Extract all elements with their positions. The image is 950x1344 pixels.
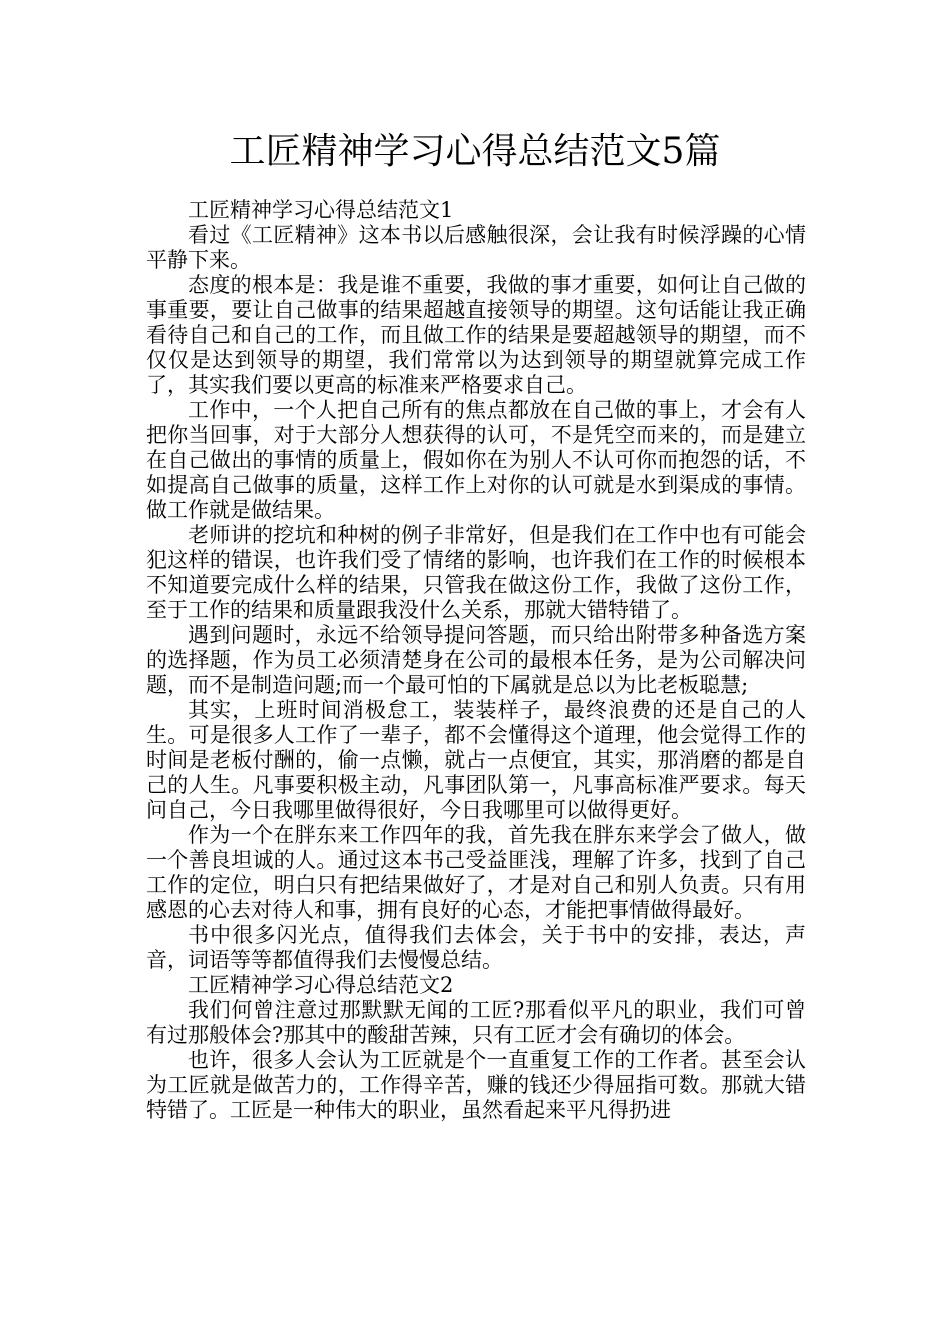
- paragraph: 我们何曾注意过那默默无闻的工匠?那看似平凡的职业，我们可曾有过那般体会?那其中的酸甜苦辣，只有工匠才会有确切的体会。: [146, 998, 806, 1047]
- paragraph: 书中很多闪光点，值得我们去体会，关于书中的安排，表达，声音，词语等等都值得我们去慢慢总结。: [146, 923, 806, 972]
- paragraph: 其实，上班时间消极怠工，装装样子，最终浪费的还是自己的人生。可是很多人工作了一辈子，都不会懂得这个道理，他会觉得工作的时间是老板付酬的，偷一点懒，就占一点便宜，其实，那消磨的都是自己的人生。凡事要积极主动，凡事团队第一，凡事高标准严要求。每天问自己，今日我哪里做得很好，今日我哪里可以做得更好。: [146, 698, 806, 822]
- document-body: [146, 198, 806, 1123]
- section-heading: 工匠精神学习心得总结范文2: [188, 973, 454, 997]
- paragraph: 工作中，一个人把自己所有的焦点都放在自己做的事上，才会有人把你当回事，对于大部分人想获得的认可，不是凭空而来的，而是建立在自己做出的事情的质量上，假如你在为别人不认可你而抱怨的话，不如提高自己做事的质量，这样工作上对你的认可就是水到渠成的事情。做工作就是做结果。: [146, 398, 806, 522]
- paragraph: 遇到问题时，永远不给领导提问答题，而只给出附带多种备选方案的选择题，作为员工必须清楚身在公司的最根本任务，是为公司解决问题，而不是制造问题;而一个最可怕的下属就是总以为比老板聪慧;: [146, 623, 806, 697]
- section-heading: 工匠精神学习心得总结范文1: [188, 198, 454, 222]
- page-title: 工匠精神学习心得总结范文5篇: [229, 131, 721, 172]
- paragraph: 老师讲的挖坑和种树的例子非常好，但是我们在工作中也有可能会犯这样的错误，也许我们受了情绪的影响，也许我们在工作的时候根本不知道要完成什么样的结果，只管我在做这份工作，我做了这份工作，至于工作的结果和质量跟我没什么关系，那就大错特错了。: [146, 523, 806, 622]
- paragraph: 看过《工匠精神》这本书以后感触很深，会让我有时候浮躁的心情平静下来。: [146, 223, 806, 272]
- paragraph: 态度的根本是：我是谁不重要，我做的事才重要，如何让自己做的事重要，要让自己做事的结果超越直接领导的期望。这句话能让我正确看待自己和自己的工作，而且做工作的结果是要超越领导的期望，而不仅仅是达到领导的期望，我们常常以为达到领导的期望就算完成工作了，其实我们要以更高的标准来严格要求自己。: [146, 273, 806, 397]
- paragraph: 也许，很多人会认为工匠就是个一直重复工作的工作者。甚至会认为工匠就是做苦力的，工作得辛苦，赚的钱还少得屈指可数。那就大错特错了。工匠是一种伟大的职业，虽然看起来平凡得扔进: [146, 1048, 806, 1122]
- paragraph: 作为一个在胖东来工作四年的我，首先我在胖东来学会了做人，做一个善良坦诚的人。通过这本书己受益匪浅，理解了许多，找到了自己工作的定位，明白只有把结果做好了，才是对自己和别人负责。只有用感恩的心去对待人和事，拥有良好的心态，才能把事情做得最好。: [146, 823, 806, 922]
